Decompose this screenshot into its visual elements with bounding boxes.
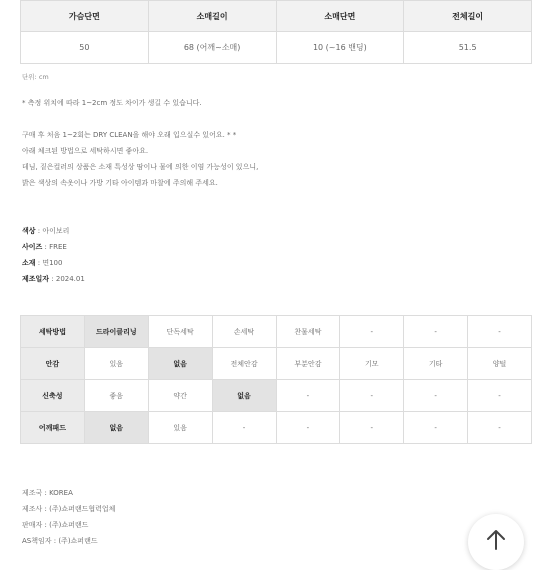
scroll-top-button[interactable]: [468, 514, 524, 570]
spec-color-label: 색상: [22, 227, 36, 235]
care-cell: -: [468, 316, 532, 348]
spec-material-value: : 면100: [35, 259, 63, 267]
maker-company: 제조사 : (주)쇼퍼랜드협력업체: [22, 505, 116, 513]
care-cell: 약간: [148, 380, 212, 412]
spec-size-value: : FREE: [42, 243, 67, 251]
measure-note: * 측정 위치에 따라 1~2cm 정도 차이가 생길 수 있습니다.: [22, 99, 202, 107]
care-cell: -: [404, 380, 468, 412]
spec-size-label: 사이즈: [22, 243, 43, 251]
size-header-total-length: 전체길이: [404, 1, 532, 32]
seller: 판매자 : (주)쇼퍼랜드: [22, 521, 89, 529]
care-cell: -: [276, 412, 340, 444]
spec-manufacture-date: [22, 274, 85, 284]
care-row-shoulder-pad: [21, 412, 532, 444]
size-table-row: [21, 32, 532, 64]
care-row-lining: [21, 348, 532, 380]
care-row-header: 안감: [21, 348, 85, 380]
spec-color-value: : 아이보리: [35, 227, 70, 235]
care-cell-selected: 없음: [148, 348, 212, 380]
care-row-header: 신축성: [21, 380, 85, 412]
care-cell-selected: 없음: [212, 380, 276, 412]
spec-date-value: : 2024.01: [49, 275, 85, 283]
care-cell: -: [340, 316, 404, 348]
care-note-1: 구매 후 처음 1~2회는 DRY CLEAN을 해야 오래 입으실수 있어요. * *: [22, 131, 237, 139]
care-row-wash: [21, 316, 532, 348]
spec-date-label: 제조일자: [22, 275, 50, 283]
care-cell: -: [276, 380, 340, 412]
care-cell: 전체안감: [212, 348, 276, 380]
care-row-header: 어깨패드: [21, 412, 85, 444]
care-cell: 있음: [84, 348, 148, 380]
arrow-up-icon: [486, 529, 506, 551]
unit-note: 단위: cm: [22, 73, 49, 81]
care-cell: -: [404, 316, 468, 348]
size-header-sleeve-length: 소매길이: [148, 1, 276, 32]
spec-color: [22, 226, 69, 236]
care-cell: 양털: [468, 348, 532, 380]
size-value-total-length: 51.5: [404, 32, 532, 64]
size-table: [20, 0, 532, 64]
care-cell: -: [340, 412, 404, 444]
care-cell: 손세탁: [212, 316, 276, 348]
size-value-sleeve-width: 10 (~16 밴딩): [276, 32, 404, 64]
care-cell: -: [212, 412, 276, 444]
care-cell-selected: 드라이클리닝: [84, 316, 148, 348]
care-cell: 기모: [340, 348, 404, 380]
spec-size: [22, 242, 67, 252]
spec-material-label: 소재: [22, 259, 36, 267]
size-value-sleeve-length: 68 (어깨~소매): [148, 32, 276, 64]
care-cell: 있음: [148, 412, 212, 444]
spec-material: [22, 258, 62, 268]
care-cell: -: [404, 412, 468, 444]
size-table-header-row: [21, 1, 532, 32]
care-row-header: 세탁방법: [21, 316, 85, 348]
care-cell-selected: 없음: [84, 412, 148, 444]
care-cell: -: [468, 380, 532, 412]
size-value-chest: 50: [21, 32, 149, 64]
size-header-chest: 가슴단면: [21, 1, 149, 32]
care-cell: 단독세탁: [148, 316, 212, 348]
care-note-4: 밝은 색상의 속옷이나 가방 기타 아이템과 마찰에 주의해 주세요.: [22, 179, 218, 187]
care-cell: 부분안감: [276, 348, 340, 380]
maker-country: 제조국 : KOREA: [22, 489, 73, 497]
care-cell: 좋음: [84, 380, 148, 412]
care-row-stretch: [21, 380, 532, 412]
as-manager: AS책임자 : (주)쇼퍼랜드: [22, 537, 98, 545]
care-note-2: 아래 체크된 방법으로 세탁하시면 좋아요.: [22, 147, 149, 155]
care-cell: -: [468, 412, 532, 444]
size-header-sleeve-width: 소매단면: [276, 1, 404, 32]
care-cell: 찬물세탁: [276, 316, 340, 348]
care-note-3: 데님, 짙은컬러의 상품은 소재 특성상 땀이나 물에 의한 이염 가능성이 있으니,: [22, 163, 259, 171]
care-cell: -: [340, 380, 404, 412]
care-table: [20, 315, 532, 444]
care-cell: 기타: [404, 348, 468, 380]
